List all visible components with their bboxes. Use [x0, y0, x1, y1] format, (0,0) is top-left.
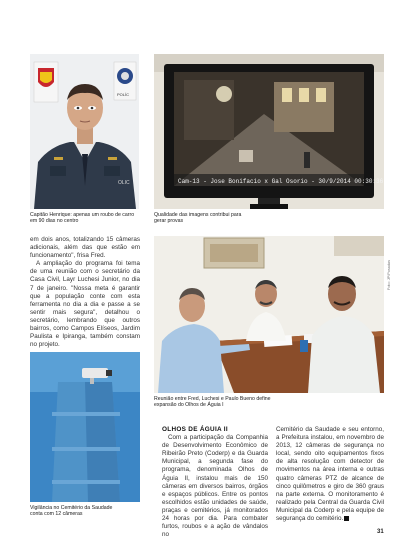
- end-of-article-mark: [344, 516, 349, 521]
- article-column-3: [276, 426, 384, 523]
- tower-caption: Vigilância no Cemitério da Saudade conta com 12 câmeras: [30, 505, 113, 518]
- article-col2-paragraph-1: Com a participação da Companhia de Desenvolvimento Econômico de Ribeirão Preto (Coderp) e da Guarda Municipal, a segunda fase do programa, denominada Olhos de Águia II, instalou mais de 150 câmeras em diversos bairros, órgãos e espaços públicos. Entre os pontos escolhidos estão unidades de saúde, praças e cemitérios, já monitorados 24 horas por dia. Para combater furtos, roubos e a ação de vândalos no: [162, 434, 268, 539]
- article-column-2: [162, 426, 268, 539]
- tower-photo: [30, 352, 140, 502]
- photo-credit: Foto: JP/Posadas: [387, 260, 391, 290]
- captain-caption: Capitão Henrique: apenas um roubo de carro em 90 dias no centro: [30, 212, 135, 225]
- meeting-caption: Reunião entre Fred, Luchesi e Paulo Bueno define expansão do Olhos de Águia I: [154, 396, 271, 409]
- article-column-1: [30, 236, 140, 349]
- article-col1-paragraph-2: A ampliação do programa foi tema de uma reunião com o secretário da Casa Civil, Layr Luchesi Junior, no dia 7 de janeiro. "Nossa meta é garantir que a população conte com esta ferramenta no dia a dia e passe a se sentir mais segura", detalhou o secretário, lembrando que outros bairros, como Campos Elíseos, Jardim Paulista e Ipiranga, também constam no projeto.: [30, 260, 140, 349]
- monitor-overlay-text: Cam-13 - Jose Bonifacio x Gal Osorio - 30/9/2014 00:30:36: [178, 178, 384, 185]
- section-subhead: OLHOS DE ÁGUIA II: [162, 426, 228, 433]
- article-col3-text: Cemitério da Saudade e seu entorno, a Prefeitura instalou, em novembro de 2013, 12 câmeras de segurança no local, sendo oito equipamentos fixos de alta resolução com detector de movimentos na área interna e outras quatro câmeras PTZ de alcance de cinco quilômetros e giro de 360 graus na parte externa. O monitoramento é realizado pela Central da Guarda Civil Municipal da Coderp e pela equipe de segurança do cemitério.: [276, 426, 384, 523]
- monitor-photo: [154, 54, 384, 209]
- meeting-photo: [154, 236, 384, 393]
- article-col1-paragraph-1: em dois anos, totalizando 15 câmeras adicionais, além das que estão em funcionamento", frisa Fred.: [30, 236, 140, 260]
- monitor-caption: Qualidade das imagens contribui para gerar provas: [154, 212, 242, 225]
- svg-text:POLÍC: POLÍC: [117, 92, 130, 97]
- article-col3-paragraph-1: [276, 426, 384, 523]
- page-number: 31: [377, 529, 384, 535]
- svg-text:OLIC: OLIC: [118, 180, 130, 186]
- captain-photo: [30, 54, 139, 209]
